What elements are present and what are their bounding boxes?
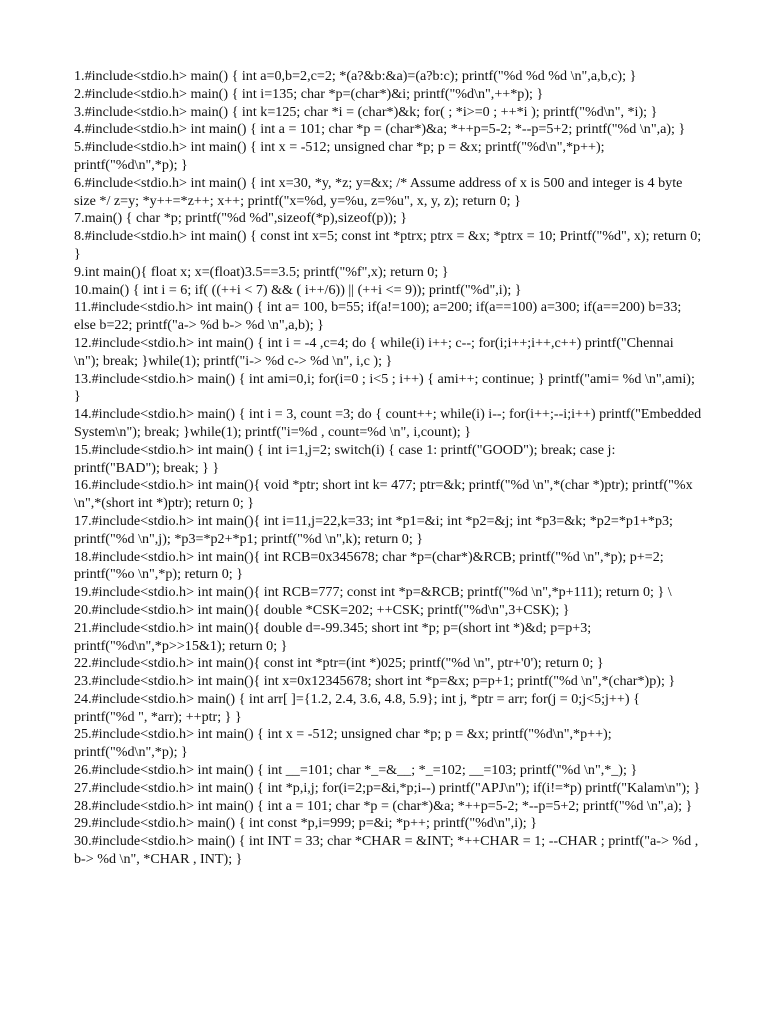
question-12: 12.#include<stdio.h> int main() { int i = -4 ,c=4; do { while(i) i++; c--; for(i;i++;i++,c++) printf("Chennai \n"); break; }while(1); printf("i-> %d c-> %d \n", i,c ); } <box>74 334 674 369</box>
question-13: 13.#include<stdio.h> main() { int ami=0,i; for(i=0 ; i<5 ; i++) { ami++; continue; } printf("ami= %d \n",ami); } <box>74 370 695 405</box>
question-24: 24.#include<stdio.h> main() { int arr[ ]={1.2, 2.4, 3.6, 4.8, 5.9}; int j, *ptr = arr; for(j = 0;j<5;j++) { printf("%d ", *arr); ++ptr; } } <box>74 690 640 725</box>
question-19: 19.#include<stdio.h> int main(){ int RCB=777; const int *p=&RCB; printf("%d \n",*p+111); return 0; } \ <box>74 584 672 601</box>
question-10: 10.main() { int i = 6; if( ((++i < 7) && ( i++/6)) || (++i <= 9)); printf("%d",i); } <box>74 281 522 298</box>
question-14: 14.#include<stdio.h> main() { int i = 3, count =3; do { count++; while(i) i--; for(i++;--i;i++) printf("Embedded System\n"); break; }while(1); printf("i=%d , count=%d \n", i,count); } <box>74 406 702 440</box>
question-26: 26.#include<stdio.h> int main() { int __=101; char *_=&__; *_=102; __=103; printf("%d \n",*_); } <box>74 762 638 779</box>
question-2: 2.#include<stdio.h> main() { int i=135; char *p=(char*)&i; printf("%d\n",++*p); } <box>74 85 544 102</box>
question-11: 11.#include<stdio.h> int main() { int a= 100, b=55; if(a!=100); a=200; if(a==100) a=300; if(a==200) b=33; else b=22; printf("a-> %d b-> %d \n",a,b); } <box>74 299 682 334</box>
question-18: 18.#include<stdio.h> int main(){ int RCB=0x345678; char *p=(char*)&RCB; printf("%d \n",*p); p+=2; printf("%o \n",*p); return 0; } <box>74 548 664 583</box>
question-22: 22.#include<stdio.h> int main(){ const int *ptr=(int *)025; printf("%d \n", ptr+'0'); return 0; } <box>74 655 604 672</box>
question-4: 4.#include<stdio.h> int main() { int a = 101; char *p = (char*)&a; *++p=5-2; *--p=5+2; printf("%d \n",a); } <box>74 121 686 138</box>
question-9: 9.int main(){ float x; x=(float)3.5==3.5; printf("%f",x); return 0; } <box>74 263 449 280</box>
question-1: 1.#include<stdio.h> main() { int a=0,b=2,c=2; *(a?&b:&a)=(a?b:c); printf("%d %d %d \n",a,b,c); } <box>74 68 637 84</box>
question-28: 28.#include<stdio.h> int main() { int a = 101; char *p = (char*)&a; *++p=5-2; *--p=5+2; printf("%d \n",a); } <box>74 797 693 814</box>
question-5: 5.#include<stdio.h> int main() { int x = -512; unsigned char *p; p = &x; printf("%d\n",*p++); printf("%d\n",*p); } <box>74 139 605 173</box>
question-15: 15.#include<stdio.h> int main() { int i=1,j=2; switch(i) { case 1: printf("GOOD"); break; case j: printf("BAD"); break; } } <box>74 441 616 476</box>
question-6: 6.#include<stdio.h> int main() { int x=30, *y, *z; y=&x; /* Assume address of x is 500 and integer is 4 byte size */ z=y; *y++=*z++; x++; printf("x=%d, y=%u, z=%u", x, y, z); return 0; } <box>74 174 683 209</box>
question-17: 17.#include<stdio.h> int main(){ int i=11,j=22,k=33; int *p1=&i; int *p2=&j; int *p3=&k; *p2=*p1+*p3; printf("%d \n",j); *p3=*p2+*p1; printf("%d \n",k); return 0; } <box>74 512 673 547</box>
question-29: 29.#include<stdio.h> main() { int const *p,i=999; p=&i; *p++; printf("%d\n",i); } <box>74 815 538 832</box>
question-3: 3.#include<stdio.h> main() { int k=125; char *i = (char*)&k; for( ; *i>=0 ; ++*i ); printf("%d\n", *i); } <box>74 103 658 120</box>
question-27: 27.#include<stdio.h> int main() { int *p,i,j; for(i=2;p=&i,*p;i--) printf("APJ\n"); if(i!=*p) printf("Kalam\n"); } <box>74 779 701 796</box>
question-16: 16.#include<stdio.h> int main(){ void *ptr; short int k= 477; ptr=&k; printf("%d \n",*(char *)ptr); printf("%x \n",*(short int *)ptr); return 0; } <box>74 477 693 512</box>
question-8: 8.#include<stdio.h> int main() { const int x=5; const int *ptrx; ptrx = &x; *ptrx = 10; Printf("%d", x); return 0; } <box>74 228 702 262</box>
question-25: 25.#include<stdio.h> int main() { int x = -512; unsigned char *p; p = &x; printf("%d\n",*p++); printf("%d\n",*p); } <box>74 726 612 761</box>
question-7: 7.main() { char *p; printf("%d %d",sizeof(*p),sizeof(p)); } <box>74 210 408 227</box>
question-23: 23.#include<stdio.h> int main(){ int x=0x12345678; short int *p=&x; p=p+1; printf("%d \n",*(char*)p); } <box>74 673 676 690</box>
question-30: 30.#include<stdio.h> main() { int INT = 33; char *CHAR = &INT; *++CHAR = 1; --CHAR ; printf("a-> %d , b-> %d \n", *CHAR , INT); } <box>74 833 699 868</box>
question-21: 21.#include<stdio.h> int main(){ double d=-99.345; short int *p; p=(short int *)&d; p=p+3; printf("%d\n",*p>>15&1); return 0; } <box>74 619 592 654</box>
question-list <box>74 68 702 869</box>
question-20: 20.#include<stdio.h> int main(){ double *CSK=202; ++CSK; printf("%d\n",3+CSK); } <box>74 601 570 618</box>
